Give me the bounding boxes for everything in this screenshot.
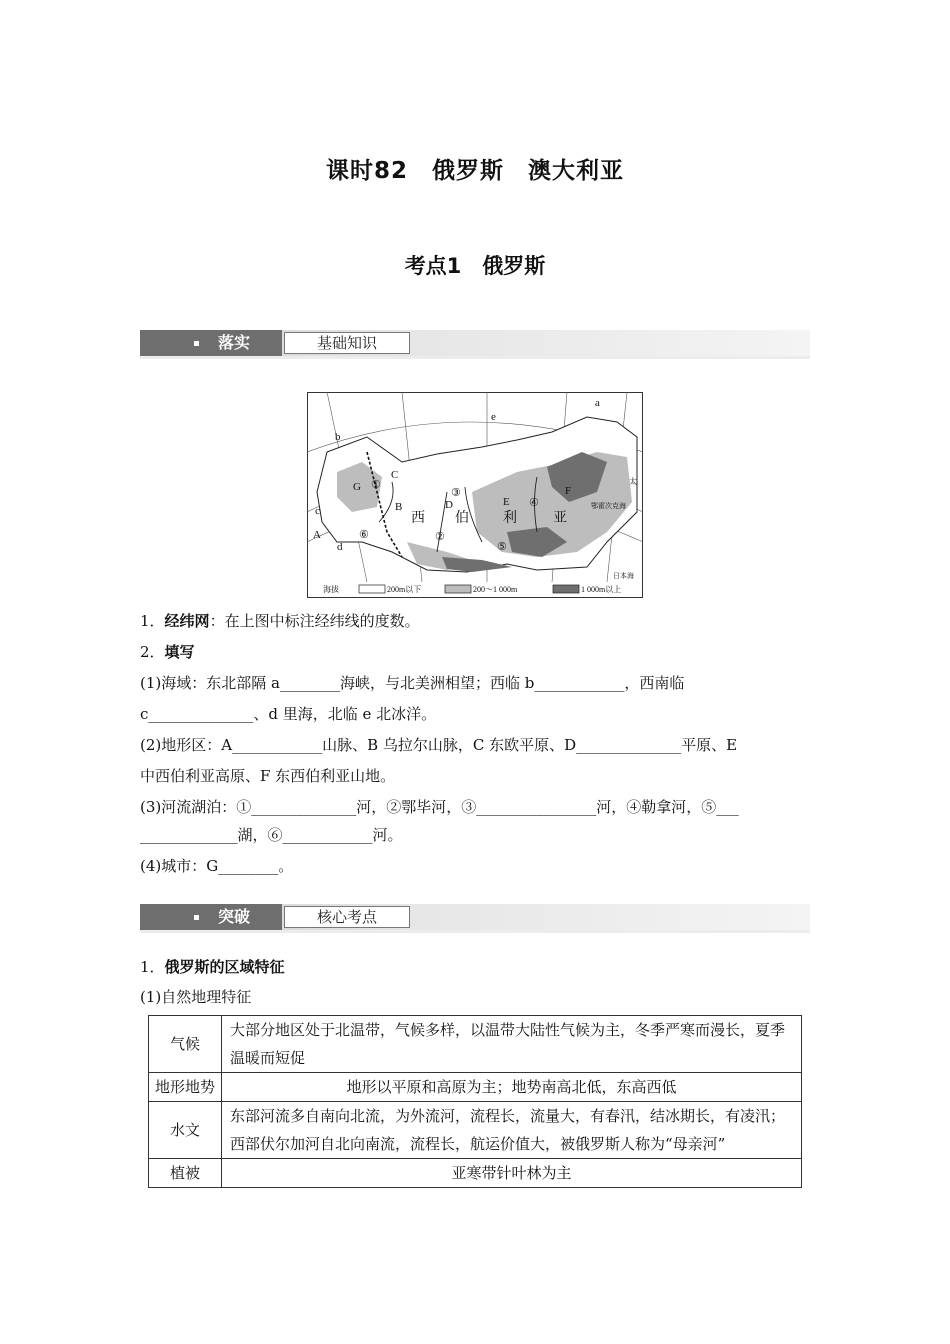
table-value: 地形以平原和高原为主；地势南高北低，东高西低 <box>222 1073 802 1102</box>
table-value: 亚寒带针叶林为主 <box>222 1159 802 1188</box>
table-value: 东部河流多自南向北流，为外流河，流程长，流量大，有春汛，结冰期长，有凌汛；西部伏尔加河自北向南流，流程长，航运价值大，被俄罗斯人称为“母亲河” <box>222 1102 802 1159</box>
map-label-b: b <box>335 431 341 443</box>
map-label-n3: ③ <box>451 487 461 499</box>
map-label-d: d <box>337 541 343 553</box>
section-title: 考点1 俄罗斯 <box>404 254 546 278</box>
table-key: 水文 <box>149 1102 222 1159</box>
table-key: 植被 <box>149 1159 222 1188</box>
table-key: 地形地势 <box>149 1073 222 1102</box>
map-label-G: G <box>353 481 361 493</box>
q2-2-line-1: (2)地形区：A____________山脉、B 乌拉尔山脉，C 东欧平原、D______________平原、E <box>140 736 738 754</box>
banner-dark-tab <box>140 904 282 930</box>
map-label-n6: ⑥ <box>359 529 369 541</box>
table-row <box>149 1102 802 1159</box>
q2-3-line-1: (3)河流湖泊：①______________河，②鄂毕河，③________________河，④勒拿河，⑤___ <box>140 798 739 816</box>
banner-dark-tab <box>140 330 282 356</box>
map-label-a: a <box>595 397 600 409</box>
map-label-c: c <box>315 505 320 517</box>
q2-1-line-1: (1)海域：东北部隔 a________海峡，与北美洲相望；西临 b____________，西南临 <box>140 674 685 692</box>
question-2: 2．填写 <box>140 643 195 661</box>
map-label-B: B <box>395 501 403 513</box>
map-label-C: C <box>391 469 399 481</box>
square-bullet-icon <box>194 915 199 920</box>
map-label-tai: 太 <box>629 477 637 486</box>
banner-light-label: 核心考点 <box>284 906 410 928</box>
banner-dark-label: 突破 <box>218 907 251 926</box>
square-bullet-icon <box>194 341 199 346</box>
banner-dark-label: 落实 <box>218 333 251 352</box>
section-heading: 1．俄罗斯的区域特征 <box>140 958 285 976</box>
russia-terrain-map <box>307 392 643 598</box>
page-title: 课时82 俄罗斯 澳大利亚 <box>325 158 624 184</box>
map-label-D: D <box>445 499 453 511</box>
legend-high: 1 000m以上 <box>581 585 622 594</box>
map-label-li: 利 <box>503 511 517 526</box>
q2-1-line-2: c______________、d 里海，北临 e 北冰洋。 <box>140 705 437 723</box>
map-label-haigou: 鄂霍次克海 <box>591 502 626 510</box>
map-label-n1: ① <box>371 479 381 491</box>
map-label-n4: ④ <box>529 497 539 509</box>
map-label-ribenhai: 日本海 <box>613 572 634 580</box>
map-label-n5: ⑤ <box>497 541 507 553</box>
table-row <box>149 1073 802 1102</box>
map-label-bo: 伯 <box>455 511 469 526</box>
q2-2-line-2: 中西伯利亚高原、F 东西伯利亚山地。 <box>140 767 396 785</box>
q2-4: (4)城市：G________。 <box>140 857 294 875</box>
map-label-A: A <box>313 529 321 541</box>
map-label-xi: 西 <box>411 511 425 526</box>
q2-3-line-2: _____________湖，⑥____________河。 <box>140 826 403 844</box>
map-label-E: E <box>503 496 510 508</box>
natural-geography-table <box>148 1015 802 1188</box>
section-subheading: (1)自然地理特征 <box>140 988 252 1006</box>
table-row <box>149 1159 802 1188</box>
banner-basic-knowledge <box>140 330 810 356</box>
legend-title: 海拔 <box>323 585 339 594</box>
table-row <box>149 1016 802 1073</box>
map-label-n2: ② <box>435 531 445 543</box>
map-label-e: e <box>491 411 496 423</box>
legend-low: 200m以下 <box>387 585 422 594</box>
table-value: 大部分地区处于北温带，气候多样，以温带大陆性气候为主，冬季严寒而漫长，夏季温暖而短促 <box>222 1016 802 1073</box>
map-label-ya: 亚 <box>553 511 567 526</box>
question-1: 1．经纬网：在上图中标注经纬线的度数。 <box>140 612 420 630</box>
banner-light-label: 基础知识 <box>284 332 410 354</box>
banner-core-points <box>140 904 810 930</box>
legend-mid: 200～1 000m <box>473 585 518 594</box>
table-key: 气候 <box>149 1016 222 1073</box>
map-label-F: F <box>565 485 572 497</box>
